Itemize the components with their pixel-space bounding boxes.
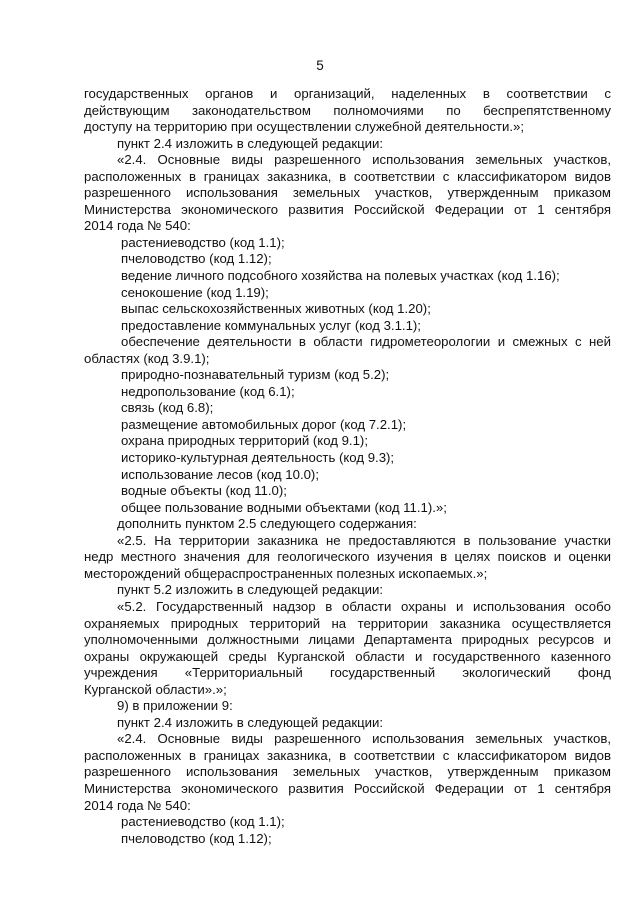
text-line: пчеловодство (код 1.12);	[121, 830, 272, 846]
text-line: «2.4. Основные виды разрешенного использования земельных участков,	[117, 731, 611, 747]
text-line: размещение автомобильных дорог (код 7.2.1);	[121, 416, 407, 432]
text-line: государственных органов и организаций, наделенных в соответствии с	[84, 86, 611, 101]
text-line: использование лесов (код 10.0);	[121, 466, 319, 482]
text-line: сенокошение (код 1.19);	[121, 284, 269, 300]
text-line: доступу на территорию при осуществлении служебной деятельности.»;	[84, 119, 524, 135]
text-line: 2014 года № 540:	[84, 797, 191, 813]
text-line: месторождений общераспространенных полезных ископаемых.»;	[84, 565, 488, 581]
text-line: «2.4. Основные виды разрешенного использования земельных участков,	[117, 152, 611, 168]
text-line: областях (код 3.9.1);	[84, 350, 210, 366]
text-line: действующим законодательством полномочиями по беспрепятственному	[84, 102, 611, 118]
document-body	[84, 86, 611, 847]
text-line: историко-культурная деятельность (код 9.3);	[121, 450, 395, 466]
text-line: дополнить пунктом 2.5 следующего содержания:	[117, 516, 417, 532]
text-line: «5.2. Государственный надзор в области охраны и использования особо	[117, 598, 611, 614]
text-line: водные объекты (код 11.0);	[121, 483, 287, 499]
text-line: расположенных в границах заказника, в соответствии с классификатором видов	[84, 168, 611, 184]
text-line: пункт 2.4 изложить в следующей редакции:	[117, 714, 384, 730]
text-line: природно-познавательный туризм (код 5.2);	[121, 367, 390, 383]
text-line: Министерства экономического развития Российской Федерации от 1 сентября	[84, 780, 611, 796]
text-line: охраны окружающей среды Курганской области и государственного казенного	[84, 648, 611, 664]
text-line: связь (код 6.8);	[121, 400, 214, 416]
text-line: растениеводство (код 1.1);	[121, 814, 285, 830]
text-line: охраняемых природных территорий на территории заказника осуществляется	[84, 615, 611, 631]
text-line: пункт 5.2 изложить в следующей редакции:	[117, 582, 384, 598]
text-line: разрешенного использования земельных участков, утвержденным приказом	[84, 185, 611, 201]
text-line: разрешенного использования земельных участков, утвержденным приказом	[84, 764, 611, 780]
text-line: Курганской области».»;	[84, 681, 227, 697]
text-line: пункт 2.4 изложить в следующей редакции:	[117, 135, 384, 151]
text-line: 9) в приложении 9:	[117, 698, 233, 714]
text-line: выпас сельскохозяйственных животных (код 1.20);	[121, 301, 431, 317]
text-line: ведение личного подсобного хозяйства на полевых участках (код 1.16);	[121, 268, 560, 284]
text-line: общее пользование водными объектами (код 11.1).»;	[121, 499, 447, 515]
page-number: 5	[316, 58, 324, 73]
text-line: пчеловодство (код 1.12);	[121, 251, 272, 267]
text-line: недр местного значения для геологического изучения в целях поисков и оценки	[84, 549, 611, 565]
text-line: расположенных в границах заказника, в соответствии с классификатором видов	[84, 747, 611, 763]
text-line: охрана природных территорий (код 9.1);	[121, 433, 368, 449]
text-line: недропользование (код 6.1);	[121, 383, 295, 399]
text-line: «2.5. На территории заказника не предоставляются в пользование участки	[117, 532, 611, 548]
text-line: Министерства экономического развития Российской Федерации от 1 сентября	[84, 201, 611, 217]
text-line: предоставление коммунальных услуг (код 3.1.1);	[121, 317, 421, 333]
text-line: обеспечение деятельности в области гидрометеорологии и смежных с ней	[121, 334, 611, 350]
text-line: 2014 года № 540:	[84, 218, 191, 234]
text-line: уполномоченными должностными лицами Департамента природных ресурсов и	[84, 632, 611, 648]
text-line: учреждения «Территориальный государственный экологический фонд	[84, 665, 611, 681]
text-line: растениеводство (код 1.1);	[121, 234, 285, 250]
